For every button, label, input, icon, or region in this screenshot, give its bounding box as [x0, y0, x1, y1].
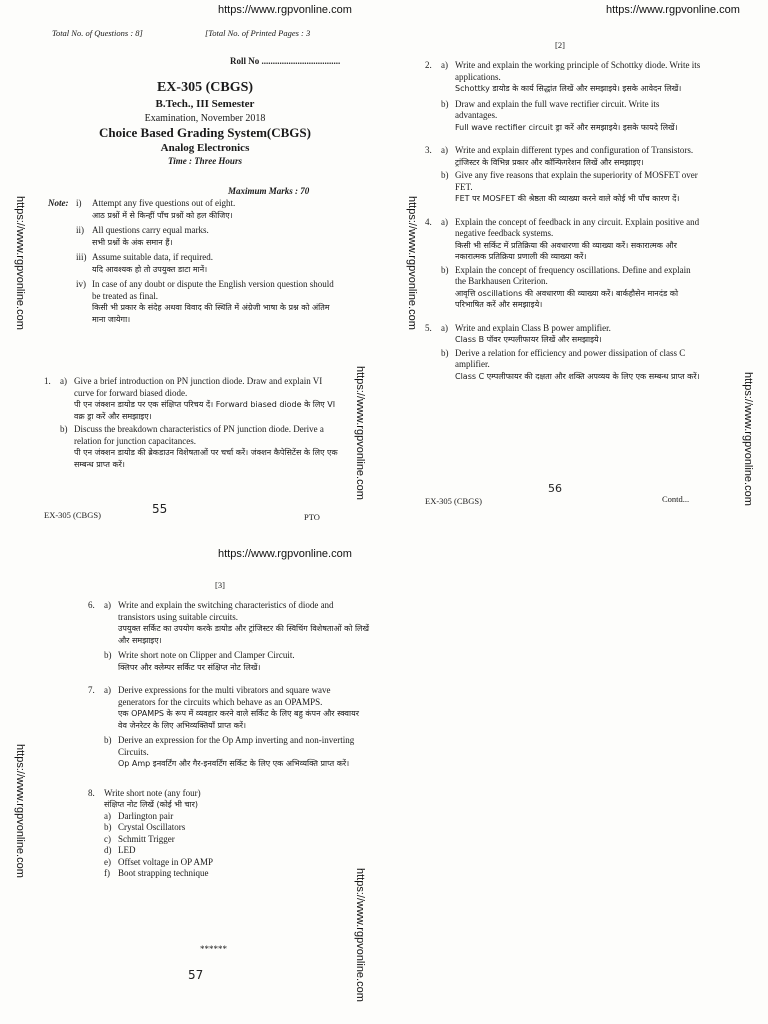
short-note-item: Crystal Oscillators [118, 822, 186, 832]
paper-header [40, 80, 370, 166]
item-label: f) [104, 868, 110, 878]
question-text: Derive an expression for the Op Amp inverting and non-inverting Circuits. [118, 735, 355, 757]
note-text: Assume suitable data, if required. [92, 252, 213, 262]
note-number: i) [76, 198, 82, 208]
item-label: a) [104, 810, 111, 821]
page1-right-watermark: https://www.rgpvonline.com [354, 366, 366, 500]
exam-title: Examination, November 2018 [144, 113, 266, 124]
question-1 [44, 376, 340, 470]
question-text: Explain the concept of feedback in any circuit. Explain positive and negative feedback systems. [455, 216, 700, 238]
page3-number: [3] [215, 580, 225, 590]
note-item [76, 198, 338, 221]
question-text-hindi: उपयुक्त सर्किट का उपयोग करके डायोड और ट्रांजिस्टर की स्विचिंग विशेषताओं को लिखें और समझाइए। [118, 624, 369, 645]
note-text-hindi: किसी भी प्रकार के संदेह अथवा विवाद की स्थिति में अंग्रेजी भाषा के प्रश्न को अंतिम माना जायेगा। [92, 303, 330, 324]
page3-top-watermark: https://www.rgpvonline.com [218, 548, 352, 560]
page3-right-watermark: https://www.rgpvonline.com [354, 868, 366, 1002]
question-text-hindi: FET पर MOSFET की श्रेष्ठता की व्याख्या करने वाले कोई भी पाँच कारण दें। [455, 194, 680, 203]
question-text-hindi: Class C एम्पलीफायर की दक्षता और शक्ति अपव्यय के लिए एक सम्बन्ध प्राप्त करें। [455, 371, 700, 381]
part-label: a) [441, 322, 448, 333]
part-label: a) [104, 600, 111, 610]
part-label: b) [441, 98, 449, 109]
note-item [76, 279, 338, 325]
question-text-hindi: Class B पॉवर एम्पलीफायर लिखें और समझाइये। [455, 335, 602, 344]
short-note-item: LED [118, 845, 136, 855]
page1-middle-watermark: https://www.rgpvonline.com [406, 196, 418, 330]
item-label: b) [104, 822, 112, 832]
total-questions: Total No. of Questions : 8] [52, 28, 143, 38]
question-text: Write short note on Clipper and Clamper Circuit. [118, 650, 295, 660]
part-label: a) [60, 376, 67, 386]
question-text-hindi: पी एन जंक्शन डायोड की ब्रेकडाउन विशेषताओं पर चर्चा करें। जंक्शन कैपेसिटेंस के लिए एक सम्बन्ध प्राप्त करें। [74, 448, 338, 469]
paper-code: EX-305 (CBGS) [156, 80, 254, 95]
question-number: 6. [88, 600, 95, 610]
question-text: Give any five reasons that explain the superiority of MOSFET over FET. [455, 170, 698, 192]
question-text: Give a brief introduction on PN junction diode. Draw and explain VI curve for forward biased diode. [74, 376, 323, 398]
roll-no: Roll No ................................... [230, 56, 341, 66]
total-pages: [Total No. of Printed Pages : 3 [205, 28, 311, 38]
page1-handwritten-number: 55 [152, 502, 168, 516]
question-4 [425, 217, 703, 311]
short-note-item: Schmitt Trigger [118, 833, 175, 844]
short-note-item: Boot strapping technique [118, 868, 209, 878]
note-text-hindi: आठ प्रश्नों में से किन्हीं पाँच प्रश्नों को हल कीजिए। [92, 210, 233, 220]
part-label: b) [441, 170, 449, 180]
grading-system: Choice Based Grading System(CBGS) [99, 125, 311, 140]
page2-number: [2] [555, 40, 565, 50]
note-item [76, 252, 338, 275]
note-text: In case of any doubt or dispute the English version question should be treated as final. [92, 279, 334, 301]
subject-title: Analog Electronics [160, 142, 250, 154]
note-number: iv) [76, 279, 86, 289]
question-6 [88, 600, 370, 673]
question-text: Write and explain the working principle of Schottky diode. Write its applications. [455, 60, 701, 82]
question-text: Explain the concept of frequency oscillations. Define and explain the Barkhausen Criterion. [455, 264, 691, 286]
max-marks: Maximum Marks : 70 [228, 186, 310, 196]
end-stars: ****** [200, 944, 227, 954]
question-number: 3. [425, 145, 432, 155]
page2-questions [425, 60, 703, 382]
part-label: b) [441, 347, 449, 358]
question-text: Discuss the breakdown characteristics of PN junction diode. Derive a relation for junction capacitances. [74, 424, 324, 446]
time-info: Time : Three Hours [168, 156, 242, 166]
question-number: 2. [425, 60, 432, 70]
question-text-hindi: क्लिपर और क्लेम्पर सर्किट पर संक्षिप्त नोट लिखें। [118, 662, 261, 672]
note-text: Attempt any five questions out of eight. [92, 198, 236, 208]
course-title: B.Tech., III Semester [155, 98, 255, 110]
page2-footer-contd: Contd... [662, 494, 690, 504]
question-text: Write and explain the switching characteristics of diode and transistors using suitable circuits. [118, 600, 334, 622]
notes-list [76, 198, 338, 325]
note-label: Note: [48, 198, 69, 208]
question-text: Write short note (any four) [104, 787, 201, 798]
short-note-item: Darlington pair [118, 810, 174, 821]
page3-questions [88, 600, 370, 880]
question-number: 5. [425, 322, 432, 333]
question-text: Derive a relation for efficiency and power dissipation of class C amplifier. [455, 347, 686, 369]
question-text-hindi: Schottky डायोड के कार्य सिद्धांत लिखें और समझाइये। इसके आवेदन लिखें। [455, 84, 682, 93]
question-2 [425, 60, 703, 133]
question-5 [425, 323, 703, 383]
item-label: e) [104, 856, 111, 867]
question-number: 1. [44, 376, 51, 386]
page1-left-watermark: https://www.rgpvonline.com [14, 196, 26, 330]
question-8 [88, 788, 370, 880]
question-3 [425, 145, 703, 205]
note-text-hindi: यदि आवश्यक हो तो उपयुक्त डाटा मानें। [92, 264, 208, 274]
question-text-hindi: Full wave rectifier circuit ड्रा करें और समझाइये। इसके फायदे लिखें। [455, 122, 678, 132]
part-label: a) [441, 145, 448, 155]
part-label: a) [441, 216, 448, 227]
item-label: c) [104, 833, 111, 844]
question-text-hindi: पी एन जंक्शन डायोड पर एक संक्षिप्त परिचय दें। Forward biased diode के लिए VI वक्र ड्रा करें और समझाइए। [74, 400, 336, 421]
question-text: Write and explain different types and configuration of Transistors. [455, 145, 694, 155]
part-label: b) [441, 264, 449, 275]
part-label: b) [104, 735, 112, 745]
page2-right-watermark: https://www.rgpvonline.com [742, 372, 754, 506]
page1-footer-pto: PTO [304, 512, 320, 522]
part-label: b) [104, 650, 112, 660]
question-number: 4. [425, 216, 432, 227]
page1-top-watermark: https://www.rgpvonline.com [218, 4, 352, 16]
question-text: Draw and explain the full wave rectifier circuit. Write its advantages. [455, 98, 660, 120]
question-text-hindi: एक OPAMPS के रूप में व्यवहार करने वाले सर्किट के लिए बहु कंपन और स्क्वायर वेव जेनरेटर के लिए अभिव्यक्तियाँ प्राप्त करें। [118, 709, 359, 730]
question-text-hindi: ट्रांजिस्टर के विभिन्न प्रकार और कॉन्फिगरेशन लिखें और समझाइए। [455, 157, 644, 167]
note-number: ii) [76, 225, 84, 235]
part-label: a) [441, 60, 448, 70]
part-label: a) [104, 685, 111, 695]
question-text: Write and explain Class B power amplifier. [455, 322, 611, 333]
question-7 [88, 685, 370, 770]
page3-handwritten-number: 57 [188, 968, 204, 982]
page1-footer-code: EX-305 (CBGS) [44, 510, 101, 520]
question-text-hindi: आवृत्ति oscillations की अवधारणा की व्याख्या करें। बार्कहौसेन मानदंड को परिभाषित करें और समझाइये। [455, 288, 679, 309]
note-item [76, 225, 338, 248]
note-text: All questions carry equal marks. [92, 225, 209, 235]
question-text-hindi: Op Amp इनवर्टिंग और गैर-इनवर्टिंग सर्किट के लिए एक अभिव्यक्ति प्राप्त करें। [118, 759, 350, 768]
notes-block [48, 198, 338, 325]
question-text: Derive expressions for the multi vibrators and square wave generators for the circuits which behave as an OPAMPS. [118, 685, 331, 707]
question-text-hindi: किसी भी सर्किट में प्रतिक्रिया की अवधारणा की व्याख्या करें। सकारात्मक और नकारात्मक प्रतिक्रिया प्रणाली की व्याख्या करें। [455, 240, 677, 261]
short-note-item: Offset voltage in OP AMP [118, 856, 214, 867]
note-number: iii) [76, 252, 87, 262]
page2-top-watermark: https://www.rgpvonline.com [606, 4, 740, 16]
question-number: 8. [88, 787, 95, 798]
page2-footer-code: EX-305 (CBGS) [425, 496, 482, 506]
item-label: d) [104, 845, 112, 855]
part-label: b) [60, 424, 68, 434]
page2-handwritten-number: 56 [548, 482, 562, 495]
question-text-hindi: संक्षिप्त नोट लिखें (कोई भी चार) [104, 800, 199, 809]
page3-left-watermark: https://www.rgpvonline.com [14, 744, 26, 878]
note-text-hindi: सभी प्रश्नों के अंक समान हैं। [92, 237, 173, 247]
question-number: 7. [88, 685, 95, 695]
